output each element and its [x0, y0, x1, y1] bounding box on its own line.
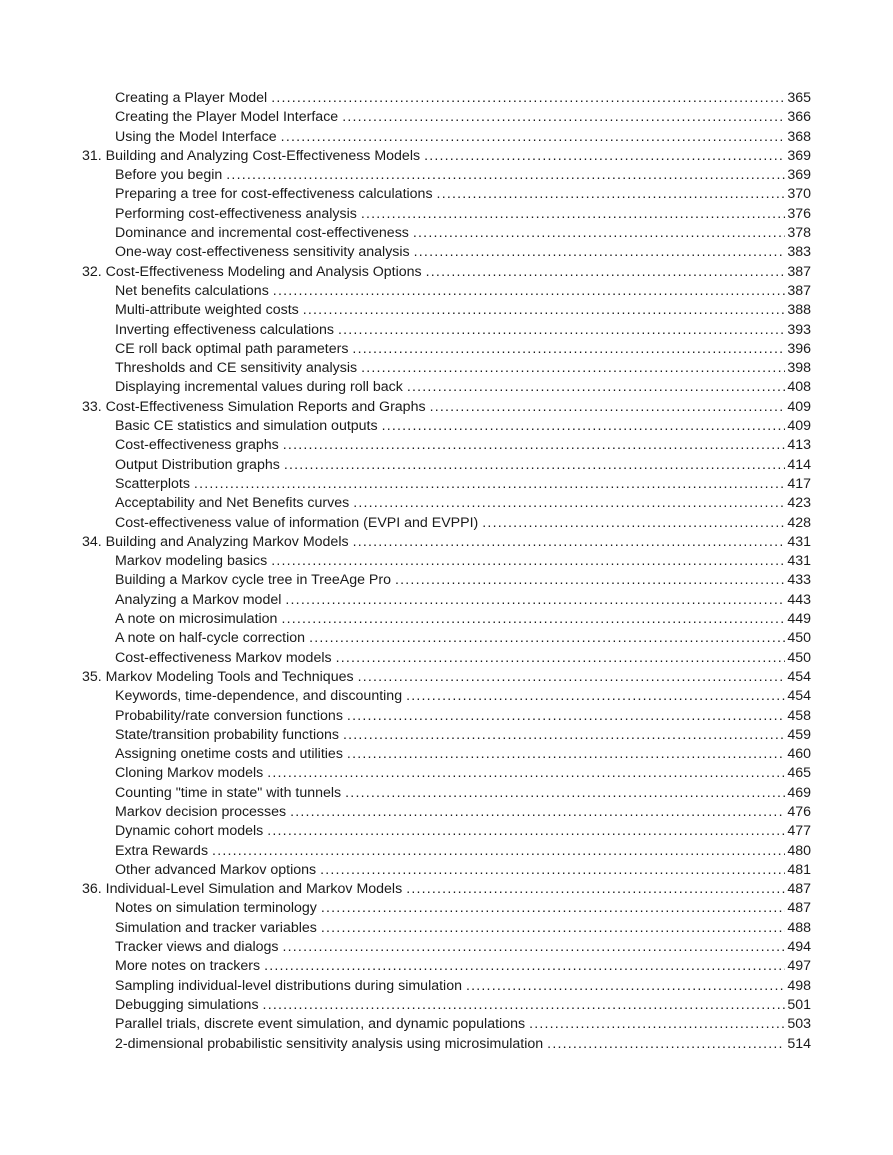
toc-entry-title: Dominance and incremental cost-effectiveness	[115, 225, 409, 242]
dot-leader	[382, 417, 786, 436]
toc-section-entry[interactable]	[82, 552, 811, 571]
dot-leader	[353, 494, 785, 513]
toc-entry-page-number: 481	[787, 861, 811, 878]
dot-leader	[212, 842, 785, 861]
toc-entry-title: 35. Markov Modeling Tools and Techniques	[82, 668, 354, 685]
toc-entry-page-number: 388	[787, 302, 811, 319]
toc-entry-page-number: 366	[787, 109, 811, 126]
toc-entry-page-number: 503	[787, 1016, 811, 1033]
dot-leader	[321, 919, 785, 938]
toc-section-entry[interactable]	[82, 514, 811, 533]
toc-entry-page-number: 497	[787, 958, 811, 975]
toc-entry-page-number: 423	[787, 495, 811, 512]
dot-leader	[466, 977, 785, 996]
toc-entry-title: Cost-effectiveness value of information (EVPI and EVPPI)	[115, 514, 479, 531]
toc-entry-page-number: 370	[787, 186, 811, 203]
toc-entry-page-number: 469	[787, 784, 811, 801]
dot-leader	[283, 436, 786, 455]
dot-leader	[413, 224, 785, 243]
dot-leader	[353, 533, 786, 552]
toc-entry-title: Basic CE statistics and simulation outputs	[115, 418, 378, 435]
dot-leader	[267, 822, 785, 841]
toc-entry-page-number: 460	[787, 746, 811, 763]
dot-leader	[347, 745, 785, 764]
toc-entry-title: Extra Rewards	[115, 842, 209, 859]
toc-entry-title: More notes on trackers	[115, 958, 261, 975]
toc-section-entry[interactable]	[82, 494, 811, 513]
toc-section-entry[interactable]	[82, 475, 811, 494]
toc-section-entry[interactable]	[82, 243, 811, 262]
toc-entry-page-number: 498	[787, 977, 811, 994]
toc-entry-page-number: 383	[787, 244, 811, 261]
toc-section-entry[interactable]	[82, 726, 811, 745]
toc-section-entry[interactable]	[82, 977, 811, 996]
toc-entry-title: Parallel trials, discrete event simulation, and dynamic populations	[115, 1016, 526, 1033]
toc-entry-page-number: 387	[787, 282, 811, 299]
dot-leader	[194, 475, 785, 494]
toc-entry-title: Building a Markov cycle tree in TreeAge Pro	[115, 572, 391, 589]
toc-entry-page-number: 396	[787, 340, 811, 357]
toc-entry-title: Using the Model Interface	[115, 128, 277, 145]
toc-entry-page-number: 458	[787, 707, 811, 724]
toc-entry-page-number: 487	[787, 881, 811, 898]
dot-leader	[343, 726, 785, 745]
dot-leader	[342, 108, 785, 127]
dot-leader	[271, 552, 785, 571]
toc-entry-title: Preparing a tree for cost-effectiveness calculations	[115, 186, 433, 203]
toc-entry-title: Debugging simulations	[115, 996, 259, 1013]
toc-entry-title: Inverting effectiveness calculations	[115, 321, 334, 338]
toc-section-entry[interactable]	[82, 1015, 811, 1034]
toc-section-entry[interactable]	[82, 745, 811, 764]
toc-entry-title: Cloning Markov models	[115, 765, 264, 782]
toc-section-entry[interactable]	[82, 764, 811, 783]
toc-section-entry[interactable]	[82, 629, 811, 648]
toc-chapter-entry[interactable]	[82, 668, 811, 687]
toc-entry-title: Cost-effectiveness Markov models	[115, 649, 332, 666]
dot-leader	[284, 456, 786, 475]
toc-entry-page-number: 368	[787, 128, 811, 145]
dot-leader	[529, 1015, 785, 1034]
toc-section-entry[interactable]	[82, 957, 811, 976]
dot-leader	[482, 514, 785, 533]
toc-entry-title: 33. Cost-Effectiveness Simulation Reports and Graphs	[82, 398, 426, 415]
dot-leader	[264, 957, 785, 976]
toc-entry-title: Probability/rate conversion functions	[115, 707, 343, 724]
toc-section-entry[interactable]	[82, 919, 811, 938]
dot-leader	[352, 340, 785, 359]
dot-leader	[281, 610, 785, 629]
dot-leader	[406, 880, 785, 899]
toc-entry-title: Displaying incremental values during roll back	[115, 379, 403, 396]
toc-entry-title: Before you begin	[115, 167, 223, 184]
toc-section-entry[interactable]	[82, 822, 811, 841]
toc-entry-page-number: 393	[787, 321, 811, 338]
toc-entry-page-number: 428	[787, 514, 811, 531]
toc-entry-title: Acceptability and Net Benefits curves	[115, 495, 350, 512]
toc-entry-page-number: 454	[787, 688, 811, 705]
toc-entry-title: Output Distribution graphs	[115, 456, 280, 473]
toc-entry-page-number: 414	[787, 456, 811, 473]
dot-leader	[361, 359, 785, 378]
toc-entry-page-number: 476	[787, 803, 811, 820]
toc-chapter-entry[interactable]	[82, 398, 811, 417]
toc-entry-page-number: 433	[787, 572, 811, 589]
toc-entry-page-number: 409	[787, 418, 811, 435]
toc-entry-page-number: 450	[787, 649, 811, 666]
toc-entry-page-number: 514	[787, 1035, 811, 1052]
toc-entry-page-number: 454	[787, 668, 811, 685]
toc-section-entry[interactable]	[82, 899, 811, 918]
toc-entry-title: Scatterplots	[115, 475, 190, 492]
toc-entry-title: 32. Cost-Effectiveness Modeling and Analysis Options	[82, 263, 422, 280]
toc-section-entry[interactable]	[82, 456, 811, 475]
toc-section-entry[interactable]	[82, 649, 811, 668]
dot-leader	[338, 321, 785, 340]
toc-section-entry[interactable]	[82, 591, 811, 610]
toc-entry-title: A note on microsimulation	[115, 611, 278, 628]
toc-entry-title: A note on half-cycle correction	[115, 630, 306, 647]
toc-entry-title: 36. Individual-Level Simulation and Markov Models	[82, 881, 403, 898]
dot-leader	[226, 166, 785, 185]
toc-section-entry[interactable]	[82, 687, 811, 706]
toc-entry-title: Multi-attribute weighted costs	[115, 302, 299, 319]
toc-section-entry[interactable]	[82, 1035, 811, 1054]
toc-entry-page-number: 369	[787, 167, 811, 184]
toc-section-entry[interactable]	[82, 707, 811, 726]
toc-section-entry[interactable]	[82, 359, 811, 378]
dot-leader	[437, 185, 786, 204]
toc-entry-page-number: 378	[787, 225, 811, 242]
toc-chapter-entry[interactable]	[82, 533, 811, 552]
toc-section-entry[interactable]	[82, 417, 811, 436]
dot-leader	[406, 687, 785, 706]
toc-entry-page-number: 449	[787, 611, 811, 628]
toc-entry-title: Markov modeling basics	[115, 553, 268, 570]
toc-entry-title: Cost-effectiveness graphs	[115, 437, 279, 454]
dot-leader	[271, 89, 785, 108]
toc-section-entry[interactable]	[82, 89, 811, 108]
toc-section-entry[interactable]	[82, 996, 811, 1015]
toc-section-entry[interactable]	[82, 224, 811, 243]
dot-leader	[361, 205, 786, 224]
dot-leader	[267, 764, 785, 783]
toc-entry-page-number: 488	[787, 919, 811, 936]
toc-entry-title: Creating the Player Model Interface	[115, 109, 339, 126]
toc-section-entry[interactable]	[82, 610, 811, 629]
toc-entry-title: Markov decision processes	[115, 803, 287, 820]
toc-entry-page-number: 431	[787, 533, 811, 550]
toc-section-entry[interactable]	[82, 321, 811, 340]
toc-entry-title: Thresholds and CE sensitivity analysis	[115, 360, 358, 377]
toc-section-entry[interactable]	[82, 166, 811, 185]
toc-entry-title: 34. Building and Analyzing Markov Models	[82, 533, 349, 550]
toc-section-entry[interactable]	[82, 340, 811, 359]
toc-entry-title: Sampling individual-level distributions during simulation	[115, 977, 462, 994]
dot-leader	[281, 128, 786, 147]
toc-entry-title: Notes on simulation terminology	[115, 900, 317, 917]
toc-entry-title: Dynamic cohort models	[115, 823, 264, 840]
toc-entry-page-number: 387	[787, 263, 811, 280]
toc-chapter-entry[interactable]	[82, 263, 811, 282]
dot-leader	[347, 707, 785, 726]
toc-entry-page-number: 494	[787, 939, 811, 956]
toc-section-entry[interactable]	[82, 282, 811, 301]
toc-entry-page-number: 417	[787, 475, 811, 492]
toc-section-entry[interactable]	[82, 571, 811, 590]
toc-section-entry[interactable]	[82, 436, 811, 455]
toc-section-entry[interactable]	[82, 861, 811, 880]
dot-leader	[547, 1035, 785, 1054]
toc-entry-page-number: 443	[787, 591, 811, 608]
dot-leader	[426, 263, 786, 282]
toc-entry-page-number: 376	[787, 205, 811, 222]
toc-entry-page-number: 369	[787, 147, 811, 164]
dot-leader	[309, 629, 785, 648]
toc-section-entry[interactable]	[82, 784, 811, 803]
toc-entry-page-number: 465	[787, 765, 811, 782]
toc-section-entry[interactable]	[82, 842, 811, 861]
dot-leader	[320, 861, 785, 880]
toc-section-entry[interactable]	[82, 185, 811, 204]
toc-section-entry[interactable]	[82, 803, 811, 822]
dot-leader	[273, 282, 786, 301]
toc-entry-title: CE roll back optimal path parameters	[115, 340, 349, 357]
dot-leader	[395, 571, 785, 590]
toc-entry-page-number: 450	[787, 630, 811, 647]
toc-section-entry[interactable]	[82, 938, 811, 957]
dot-leader	[407, 378, 785, 397]
dot-leader	[414, 243, 786, 262]
dot-leader	[345, 784, 785, 803]
dot-leader	[424, 147, 785, 166]
toc-entry-title: Tracker views and dialogs	[115, 939, 279, 956]
toc-entry-title: One-way cost-effectiveness sensitivity analysis	[115, 244, 410, 261]
toc-entry-title: Net benefits calculations	[115, 282, 269, 299]
toc-entry-title: Creating a Player Model	[115, 90, 268, 106]
dot-leader	[303, 301, 786, 320]
toc-entry-title: Analyzing a Markov model	[115, 591, 282, 608]
toc-entry-page-number: 409	[787, 398, 811, 415]
dot-leader	[358, 668, 786, 687]
toc-entry-title: Keywords, time-dependence, and discounting	[115, 688, 403, 705]
toc-entry-title: Other advanced Markov options	[115, 861, 317, 878]
toc-chapter-entry[interactable]	[82, 880, 811, 899]
toc-entry-title: Performing cost-effectiveness analysis	[115, 205, 357, 222]
toc-entry-page-number: 398	[787, 360, 811, 377]
toc-entry-page-number: 480	[787, 842, 811, 859]
dot-leader	[430, 398, 786, 417]
dot-leader	[283, 938, 786, 957]
toc-chapter-entry[interactable]	[82, 147, 811, 166]
toc-entry-page-number: 501	[787, 996, 811, 1013]
toc-entry-page-number: 431	[787, 553, 811, 570]
table-of-contents	[82, 89, 811, 1054]
toc-section-entry[interactable]	[82, 128, 811, 147]
toc-entry-title: Counting "time in state" with tunnels	[115, 784, 342, 801]
toc-section-entry[interactable]	[82, 378, 811, 397]
toc-entry-page-number: 459	[787, 726, 811, 743]
toc-entry-title: State/transition probability functions	[115, 726, 339, 743]
dot-leader	[263, 996, 786, 1015]
toc-entry-page-number: 487	[787, 900, 811, 917]
dot-leader	[285, 591, 785, 610]
toc-entry-page-number: 408	[787, 379, 811, 396]
toc-entry-page-number: 413	[787, 437, 811, 454]
toc-section-entry[interactable]	[82, 301, 811, 320]
toc-entry-title: Assigning onetime costs and utilities	[115, 746, 343, 763]
dot-leader	[290, 803, 785, 822]
toc-entry-page-number: 477	[787, 823, 811, 840]
toc-entry-title: Simulation and tracker variables	[115, 919, 317, 936]
toc-section-entry[interactable]	[82, 108, 811, 127]
dot-leader	[336, 649, 786, 668]
toc-section-entry[interactable]	[82, 205, 811, 224]
toc-entry-page-number: 365	[787, 90, 811, 106]
dot-leader	[321, 899, 785, 918]
toc-entry-title: 31. Building and Analyzing Cost-Effectiveness Models	[82, 147, 421, 164]
toc-entry-title: 2-dimensional probabilistic sensitivity analysis using microsimulation	[115, 1035, 544, 1052]
